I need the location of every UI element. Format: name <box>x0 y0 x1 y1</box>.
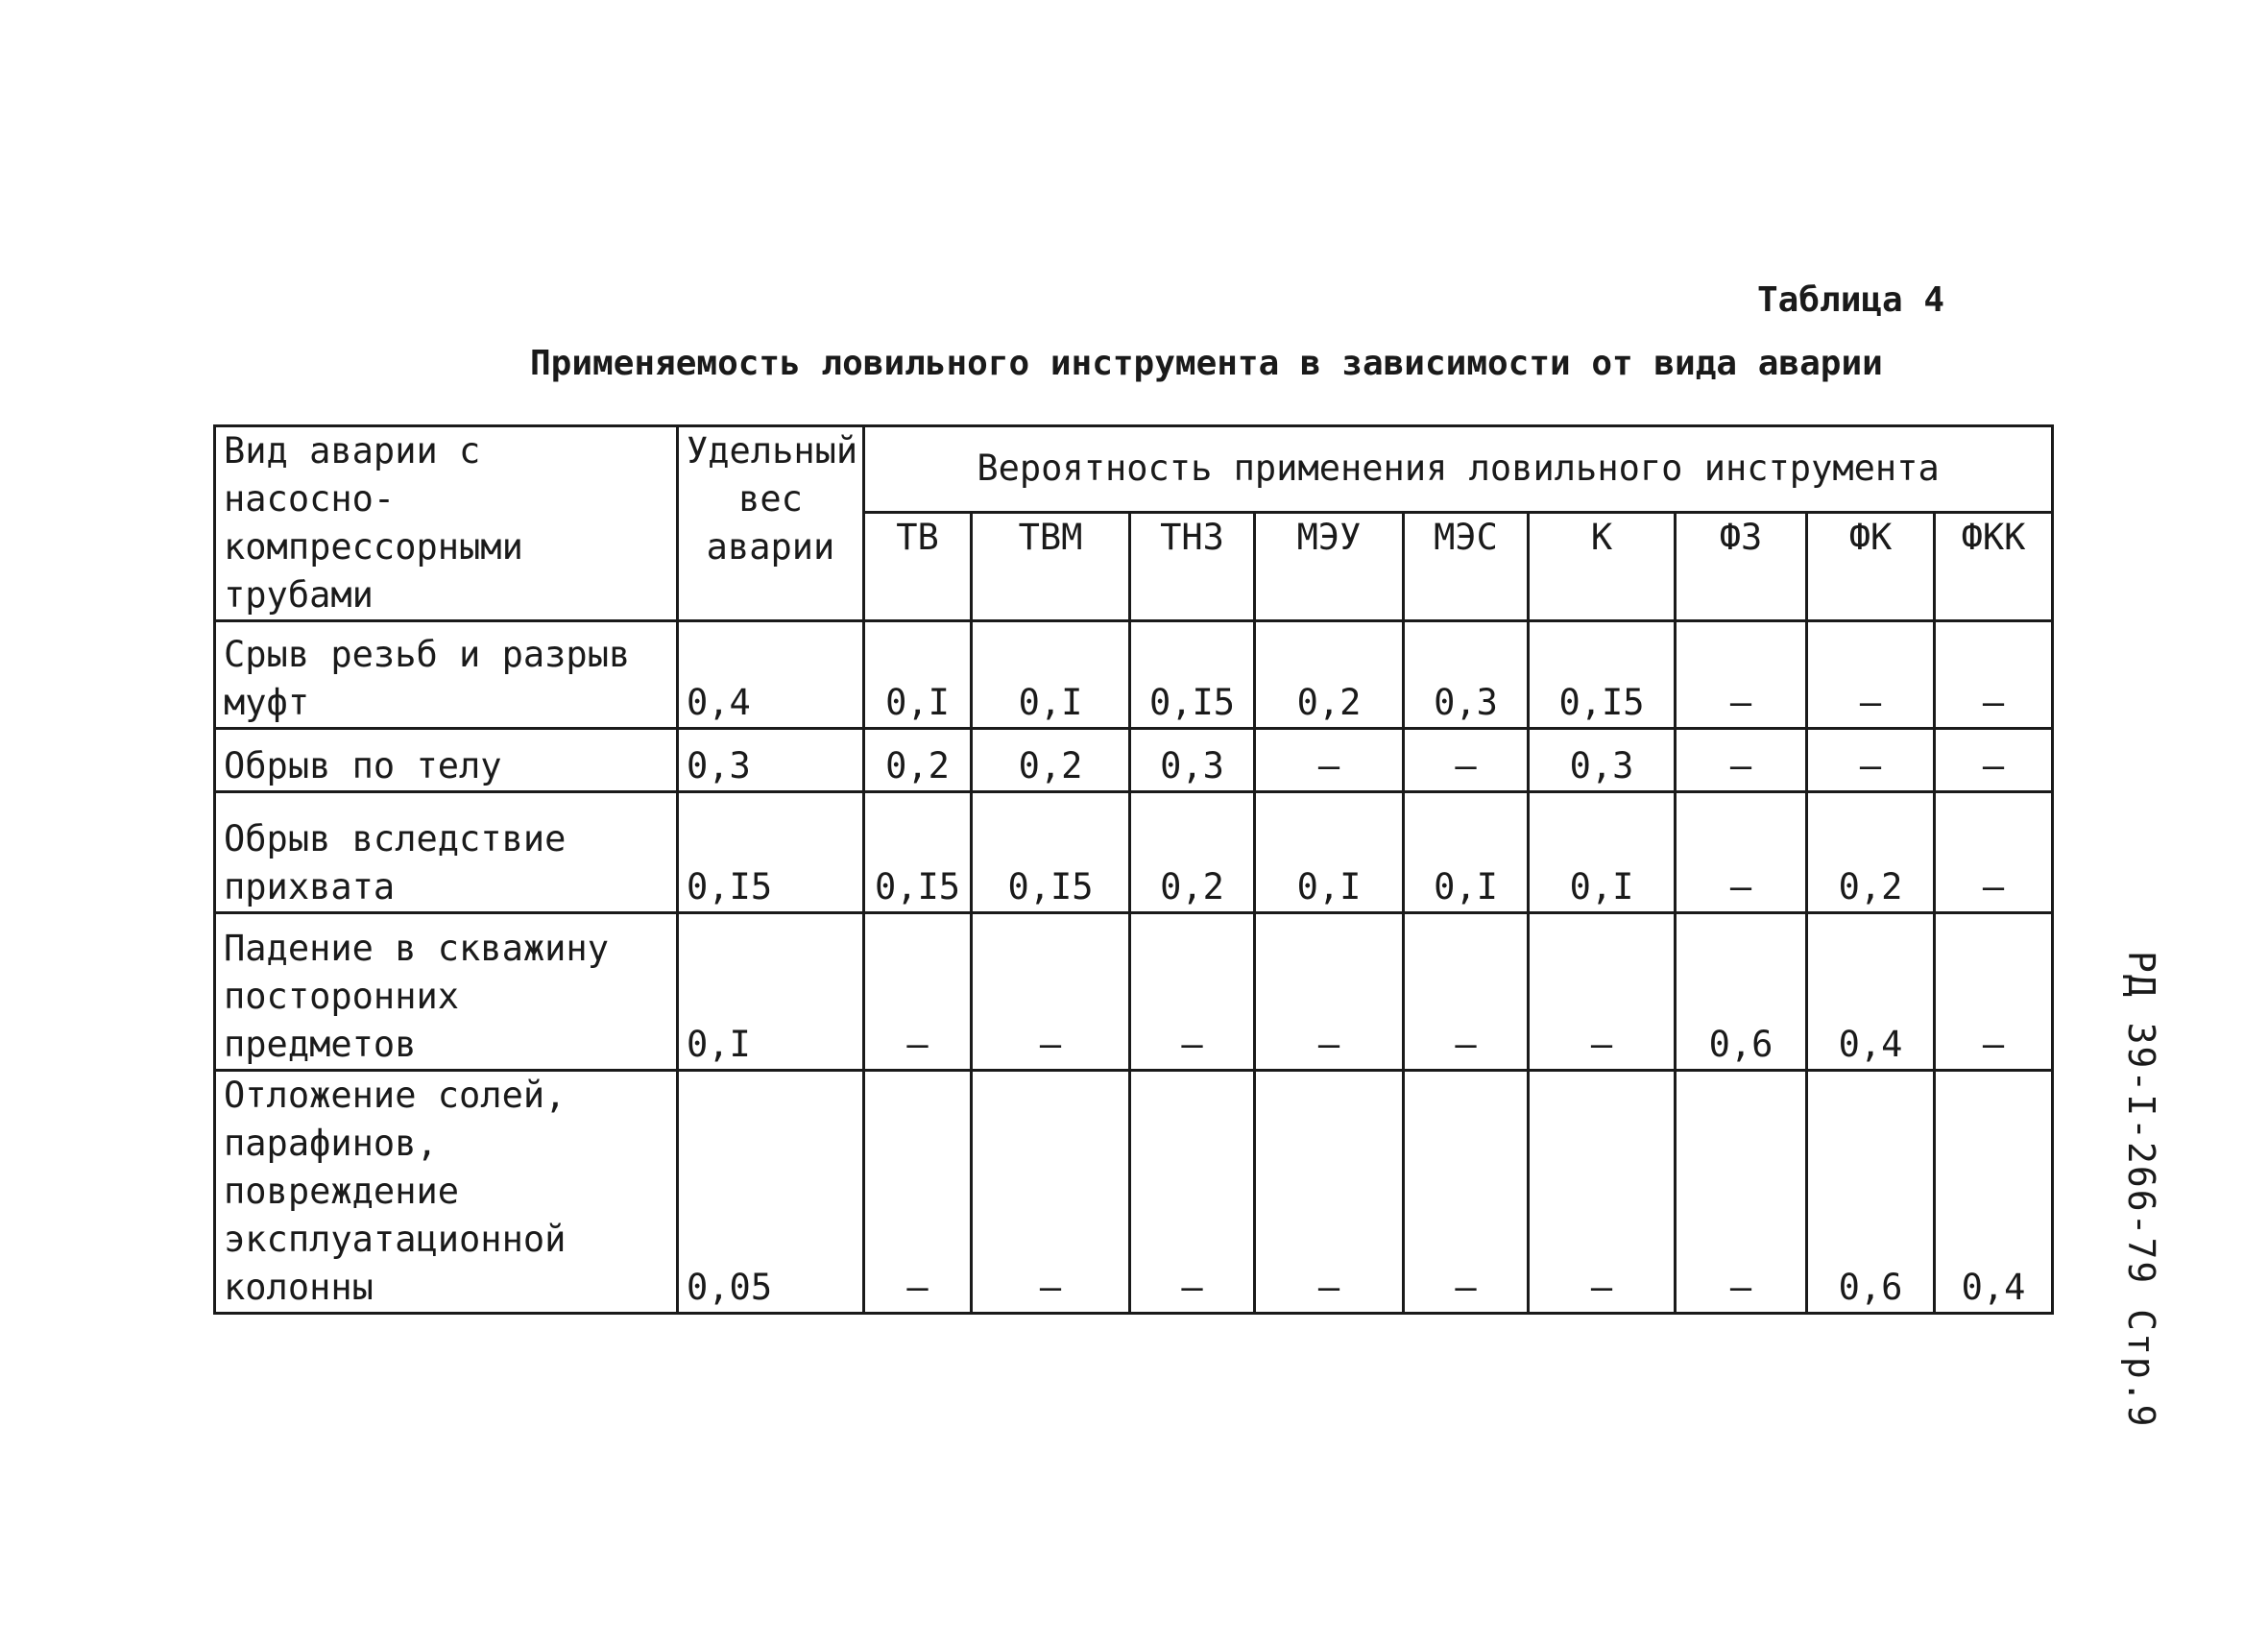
row-value: – <box>972 1071 1130 1314</box>
table-row <box>215 729 2053 792</box>
row-value: 0,I <box>864 621 972 729</box>
row-value: 0,2 <box>1255 621 1404 729</box>
row-value: 0,I <box>1529 792 1676 913</box>
row-value: 0,I <box>1404 792 1529 913</box>
row-value: – <box>864 913 972 1071</box>
row-value: – <box>1935 913 2053 1071</box>
row-value: 0,4 <box>1807 913 1935 1071</box>
row-weight: 0,I <box>678 913 864 1071</box>
row-value: 0,3 <box>1130 729 1255 792</box>
header-row-1 <box>215 426 2053 513</box>
table-row <box>215 913 2053 1071</box>
header-tool: ТВМ <box>972 512 1130 620</box>
row-value: – <box>1130 913 1255 1071</box>
row-value: 0,I <box>972 621 1130 729</box>
tool-applicability-table <box>213 424 2054 1315</box>
header-accident-type: Вид аварии с насосно-компрессорными трубами <box>215 426 678 621</box>
row-value: 0,2 <box>864 729 972 792</box>
row-weight: 0,I5 <box>678 792 864 913</box>
row-accident-name: Срыв резьб и разрыв муфт <box>215 621 678 729</box>
row-accident-name: Обрыв по телу <box>215 729 678 792</box>
row-value: – <box>1676 1071 1807 1314</box>
row-value: – <box>1935 621 2053 729</box>
row-value: – <box>1676 792 1807 913</box>
row-value: – <box>1807 729 1935 792</box>
row-value: 0,2 <box>972 729 1130 792</box>
row-value: 0,I <box>1255 792 1404 913</box>
row-value: – <box>1935 729 2053 792</box>
row-value: – <box>1404 913 1529 1071</box>
row-value: 0,4 <box>1935 1071 2053 1314</box>
header-tool: К <box>1529 512 1676 620</box>
row-value: – <box>1529 1071 1676 1314</box>
row-value: 0,3 <box>1529 729 1676 792</box>
row-value: – <box>864 1071 972 1314</box>
row-value: – <box>1255 729 1404 792</box>
row-value: 0,3 <box>1404 621 1529 729</box>
row-value: – <box>1130 1071 1255 1314</box>
row-value: – <box>972 913 1130 1071</box>
header-tool: ТВ <box>864 512 972 620</box>
row-weight: 0,05 <box>678 1071 864 1314</box>
row-value: – <box>1676 729 1807 792</box>
row-value: – <box>1807 621 1935 729</box>
table-row <box>215 1071 2053 1314</box>
row-value: – <box>1529 913 1676 1071</box>
header-tool: ФЗ <box>1676 512 1807 620</box>
document-reference: РД 39-I-266-79 Стр.9 <box>2120 951 2162 1429</box>
row-value: 0,I5 <box>1130 621 1255 729</box>
table-row <box>215 621 2053 729</box>
header-tool: ФКК <box>1935 512 2053 620</box>
row-value: 0,I5 <box>972 792 1130 913</box>
row-value: – <box>1935 792 2053 913</box>
header-probability-group: Вероятность применения ловильного инструмента <box>864 426 2053 513</box>
row-value: 0,I5 <box>1529 621 1676 729</box>
row-value: 0,I5 <box>864 792 972 913</box>
row-value: – <box>1255 913 1404 1071</box>
table-title: Применяемость ловильного инструмента в зависимости от вида аварии <box>530 344 1883 383</box>
row-accident-name: Обрыв вследствие прихвата <box>215 792 678 913</box>
row-accident-name: Падение в скважину посторонних предметов <box>215 913 678 1071</box>
row-value: 0,6 <box>1676 913 1807 1071</box>
row-weight: 0,3 <box>678 729 864 792</box>
row-value: 0,2 <box>1130 792 1255 913</box>
row-value: 0,6 <box>1807 1071 1935 1314</box>
row-weight: 0,4 <box>678 621 864 729</box>
table-row <box>215 792 2053 913</box>
row-value: – <box>1404 1071 1529 1314</box>
header-tool: МЭУ <box>1255 512 1404 620</box>
row-value: – <box>1255 1071 1404 1314</box>
header-specific-weight: Удельный вес аварии <box>678 426 864 621</box>
header-tool: ФК <box>1807 512 1935 620</box>
header-tool: ТНЗ <box>1130 512 1255 620</box>
row-value: 0,2 <box>1807 792 1935 913</box>
row-value: – <box>1404 729 1529 792</box>
row-value: – <box>1676 621 1807 729</box>
table-caption: Таблица 4 <box>1757 280 1945 320</box>
row-accident-name: Отложение солей, парафинов, повреждение эксплуатационной колонны <box>215 1071 678 1314</box>
header-tool: МЭС <box>1404 512 1529 620</box>
